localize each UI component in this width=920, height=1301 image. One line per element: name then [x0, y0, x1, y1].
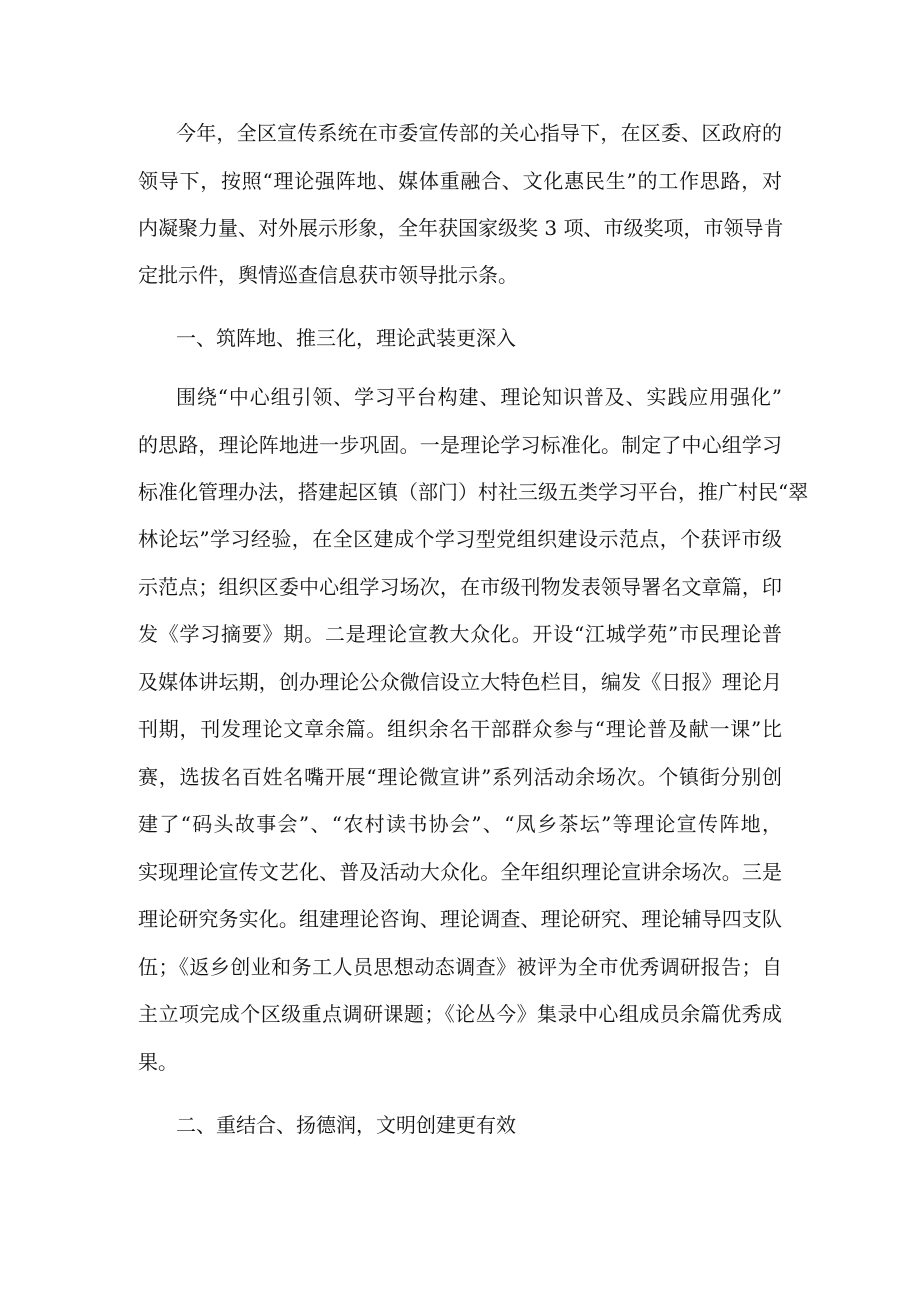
paragraph-line: 实现理论宣传文艺化、普及活动大众化。全年组织理论宣讲余场次。三是	[138, 860, 782, 884]
paragraph-line: 建了“码头故事会”、“农村读书协会”、“凤乡茶坛”等理论宣传阵地，	[138, 812, 782, 836]
paragraph-line: 示范点；组织区委中心组学习场次，在市级刊物发表领导署名文章篇，印	[138, 575, 782, 599]
paragraph-line: 赛，选拔名百姓名嘴开展“理论微宣讲”系列活动余场次。个镇街分别创	[138, 765, 782, 789]
paragraph-line: 林论坛”学习经验，在全区建成个学习型党组织建设示范点，个获评市级	[138, 527, 782, 551]
paragraph-line: 主立项完成个区级重点调研课题；《论丛今》集录中心组成员余篇优秀成	[138, 1002, 782, 1026]
paragraph-line: 发《学习摘要》期。二是理论宣教大众化。开设“江城学苑”市民理论普	[138, 622, 782, 646]
paragraph-line: 刊期，刊发理论文章余篇。组织余名干部群众参与“理论普及献一课”比	[138, 717, 782, 741]
paragraph-line: 伍；《返乡创业和务工人员思想动态调查》被评为全市优秀调研报告；自	[138, 955, 782, 979]
paragraph-line: 定批示件，舆情巡查信息获市领导批示条。	[138, 263, 518, 287]
paragraph-line: 理论研究务实化。组建理论咨询、理论调查、理论研究、理论辅导四支队	[138, 907, 782, 931]
paragraph-line: 今年，全区宣传系统在市委宣传部的关心指导下，在区委、区政府的	[176, 121, 782, 145]
paragraph-line: 内凝聚力量、对外展示形象，全年获国家级奖 3 项、市级奖项，市领导肯	[138, 216, 784, 240]
paragraph-line: 及媒体讲坛期，创办理论公众微信设立大特色栏目，编发《日报》理论月	[138, 670, 782, 694]
paragraph-line: 标准化管理办法，搭建起区镇（部门）村社三级五类学习平台，推广村民“翠	[138, 480, 809, 504]
paragraph-line: 领导下，按照“理论强阵地、媒体重融合、文化惠民生”的工作思路，对	[138, 169, 782, 193]
section-heading-2: 二、重结合、扬德润，文明创建更有效	[176, 1113, 516, 1137]
paragraph-line: 果。	[138, 1050, 178, 1074]
paragraph-line: 围绕“中心组引领、学习平台构建、理论知识普及、实践应用强化”	[176, 385, 782, 409]
section-heading-1: 一、筑阵地、推三化，理论武装更深入	[176, 326, 516, 350]
paragraph-line: 的思路，理论阵地进一步巩固。一是理论学习标准化。制定了中心组学习	[138, 433, 782, 457]
